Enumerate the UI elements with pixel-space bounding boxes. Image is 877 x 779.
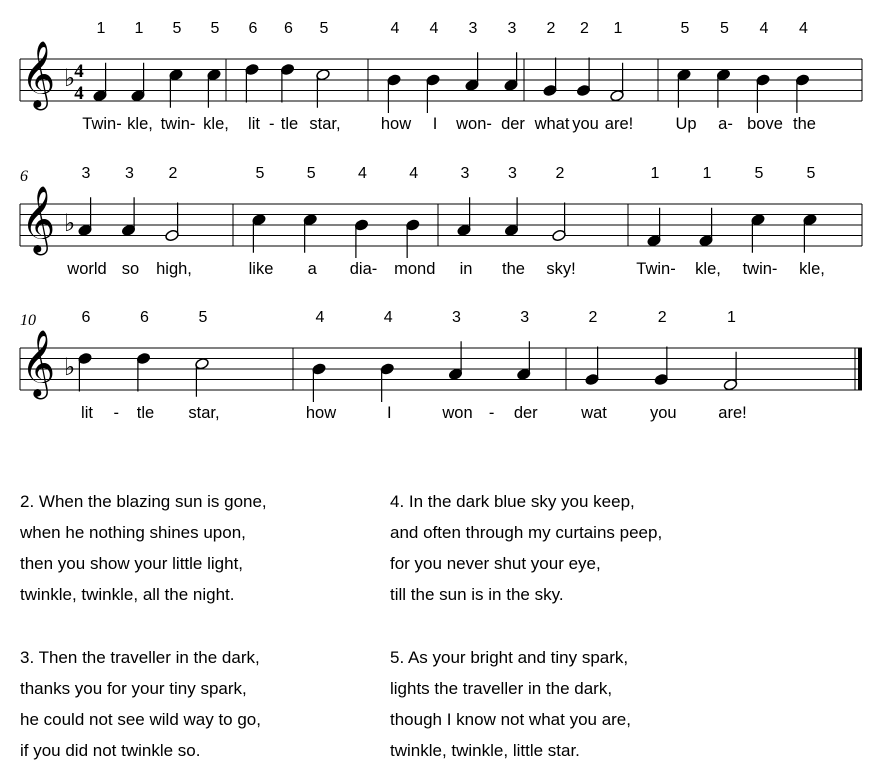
scale-degree-number: 5 [210, 20, 220, 37]
lyric-syllable: Twin- [82, 115, 122, 133]
lyric-syllable: sky! [546, 260, 576, 278]
scale-degree-number: 4 [759, 20, 769, 37]
lyric-syllable: Twin- [636, 260, 676, 278]
scale-degree-number: 5 [720, 20, 729, 37]
verse-2 [20, 486, 267, 610]
scale-degree-number: 1 [613, 20, 623, 37]
lyric-syllable: I [386, 404, 392, 422]
scale-degree-number: 5 [754, 165, 764, 182]
scale-degree-number: 1 [96, 20, 106, 37]
scale-degree-number: 1 [702, 165, 712, 182]
scale-degree-number: 2 [580, 20, 589, 37]
lyric-syllable: twin- [742, 260, 778, 278]
verse-line: and often through my curtains peep, [390, 523, 663, 542]
verse-3 [20, 642, 261, 766]
flat-icon: ♭ [64, 353, 76, 381]
scale-degree-number: 2 [588, 309, 598, 326]
scale-degree-number: 3 [81, 165, 91, 182]
time-signature-top: 4 [74, 61, 84, 82]
scale-degree-number: 1 [650, 165, 660, 182]
scale-degree-number: 2 [555, 165, 565, 182]
lyric-syllable: the [502, 260, 525, 278]
scale-degree-number: 4 [409, 165, 419, 182]
scale-degree-number: 6 [140, 309, 149, 326]
lyric-syllable: are! [604, 115, 634, 133]
lyric-syllable: star, [309, 115, 341, 133]
scale-degree-number: 4 [315, 309, 325, 326]
lyric-syllable: what [534, 115, 570, 133]
scale-degree-number: 6 [284, 20, 293, 37]
final-barline-thick [858, 348, 862, 390]
scale-degree-number: 2 [168, 165, 178, 182]
scale-degree-number: 4 [358, 165, 367, 182]
scale-degree-number: 3 [452, 309, 461, 326]
lyric-syllable: how [305, 404, 337, 422]
lyric-syllable: kle, [799, 260, 825, 278]
scale-degree-number: 5 [172, 20, 182, 37]
verse-line: 2. When the blazing sun is gone, [20, 492, 267, 511]
verse-line: if you did not twinkle so. [20, 741, 201, 760]
lyric-hyphen: - [488, 404, 495, 422]
lyric-syllable: der [501, 115, 525, 133]
verse-line: 3. Then the traveller in the dark, [20, 648, 260, 667]
scale-degree-number: 1 [727, 309, 736, 326]
lyric-syllable: high, [156, 260, 192, 278]
verse-line: twinkle, twinkle, all the night. [20, 585, 235, 604]
lyric-syllable: star, [188, 404, 220, 422]
scale-degree-number: 5 [255, 165, 265, 182]
lyric-syllable: like [248, 260, 274, 278]
lyric-syllable: are! [718, 404, 747, 422]
treble-clef-icon: 𝄞 [21, 39, 56, 108]
lyric-hyphen: - [269, 115, 275, 133]
verse-line: twinkle, twinkle, little star. [390, 741, 580, 760]
lyric-syllable: kle, [127, 115, 153, 133]
scale-degree-number: 4 [390, 20, 400, 37]
lyric-syllable: tle [280, 115, 299, 133]
lyric-syllable: Up [675, 115, 697, 133]
verse-5 [390, 642, 631, 766]
lyric-syllable: lit [81, 404, 93, 422]
flat-icon: ♭ [64, 64, 76, 92]
lyric-syllable: a [307, 260, 317, 278]
verse-line: though I know not what you are, [390, 710, 631, 729]
verse-line: 4. In the dark blue sky you keep, [390, 492, 635, 511]
scale-degree-number: 4 [383, 309, 393, 326]
lyric-syllable: a- [718, 115, 733, 133]
lyric-syllable: in [459, 260, 473, 278]
scale-degree-number: 5 [806, 165, 816, 182]
verse-line: he could not see wild way to go, [20, 710, 261, 729]
lyric-syllable: der [513, 404, 538, 422]
scale-degree-number: 3 [520, 309, 530, 326]
scale-degree-number: 1 [134, 20, 144, 37]
flat-icon: ♭ [64, 209, 76, 237]
scale-degree-number: 2 [546, 20, 556, 37]
scale-degree-number: 3 [468, 20, 478, 37]
lyric-syllable: mond [394, 260, 436, 278]
lyric-syllable: dia- [349, 260, 378, 278]
lyric-syllable: you [649, 404, 677, 422]
scale-degree-number: 4 [429, 20, 439, 37]
verse-line: thanks you for your tiny spark, [20, 679, 247, 698]
lyric-syllable: world [67, 260, 107, 278]
scale-degree-number: 5 [306, 165, 316, 182]
treble-clef-icon: 𝄞 [21, 184, 56, 253]
lyric-syllable: I [432, 115, 438, 133]
lyric-syllable: bove [747, 115, 783, 133]
lyric-syllable: wat [581, 404, 607, 422]
lyric-syllable: won- [456, 115, 492, 133]
verse-line: lights the traveller in the dark, [390, 679, 613, 698]
lyric-hyphen: - [113, 404, 119, 422]
time-signature-bottom: 4 [74, 83, 84, 104]
lyric-syllable: kle, [695, 260, 721, 278]
verse-line: then you show your little light, [20, 554, 244, 573]
scale-degree-number: 3 [125, 165, 134, 182]
verse-line: for you never shut your eye, [390, 554, 601, 573]
measure-number: 10 [20, 312, 36, 329]
lyric-syllable: won [442, 404, 473, 422]
scale-degree-number: 3 [460, 165, 470, 182]
lyric-syllable: so [121, 260, 140, 278]
lyric-syllable: tle [136, 404, 155, 422]
scale-degree-number: 5 [319, 20, 329, 37]
lyric-syllable: you [572, 115, 599, 133]
scale-degree-number: 3 [507, 20, 517, 37]
lyric-syllable: how [380, 115, 412, 133]
scale-degree-number: 6 [81, 309, 91, 326]
scale-degree-number: 5 [680, 20, 690, 37]
lyric-syllable: kle, [203, 115, 229, 133]
treble-clef-icon: 𝄞 [21, 328, 56, 397]
verse-4 [390, 486, 662, 610]
scale-degree-number: 2 [657, 309, 667, 326]
lyric-syllable: twin- [160, 115, 196, 133]
scale-degree-number: 5 [198, 309, 208, 326]
verse-line: till the sun is in the sky. [390, 585, 564, 604]
scale-degree-number: 6 [248, 20, 258, 37]
verse-line: 5. As your bright and tiny spark, [390, 648, 629, 667]
verse-line: when he nothing shines upon, [20, 523, 246, 542]
scale-degree-number: 3 [508, 165, 517, 182]
scale-degree-number: 4 [799, 20, 808, 37]
lyric-syllable: lit [248, 115, 260, 133]
measure-number: 6 [20, 168, 28, 185]
lyric-syllable: the [793, 115, 816, 133]
